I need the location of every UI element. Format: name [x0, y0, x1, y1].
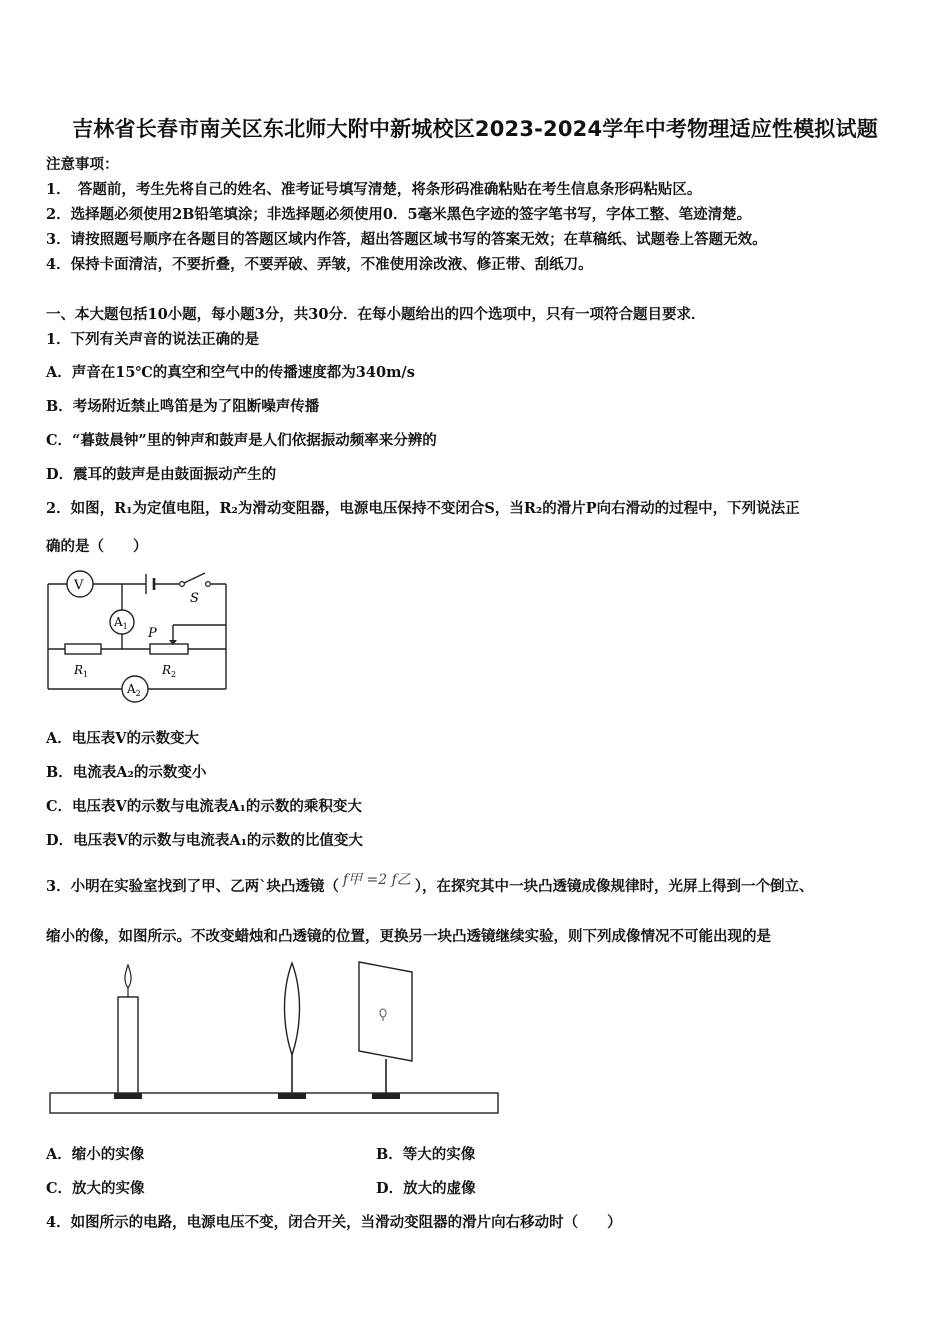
focal-formula: f甲 =2 f乙 [342, 872, 411, 888]
screen-base [372, 1093, 400, 1099]
notice-item: 3．请按照题号顺序在各题目的答题区域内作答，超出答题区域书写的答案无效；在草稿纸、试题卷上答题无效。 [46, 231, 767, 248]
lens-base [278, 1093, 306, 1099]
option-d: D．震耳的鼓声是由鼓面振动产生的 [46, 466, 277, 483]
stem-after: ），在探究其中一块凸透镜成像规律时，光屏上得到一个倒立、 [414, 878, 814, 895]
question-stem [46, 872, 814, 896]
option-b: B．考场附近禁止鸣笛是为了阻断噪声传播 [46, 398, 320, 415]
stem-before: 3．小明在实验室找到了甲、乙两`块凸透镜（ [46, 878, 339, 895]
resistor-r1-label: $R_1$ [74, 663, 89, 679]
option-a: A．声音在15℃的真空和空气中的传播速度都为340m/s [46, 364, 415, 381]
notice-heading: 注意事项： [46, 156, 119, 173]
option-b: B．电流表A₂的示数变小 [46, 764, 207, 781]
voltmeter-label: V [74, 578, 84, 593]
question-stem-cont: 确的是（ ） [46, 538, 148, 555]
resistor-r1 [65, 644, 101, 654]
circuit-diagram [40, 562, 240, 707]
section-heading: 一、本大题包括10小题，每小题3分，共30分．在每小题给出的四个选项中，只有一项符合题目要求． [46, 306, 706, 323]
ammeter-a1-label: $A_1$ [114, 615, 128, 631]
rheostat-r2 [150, 644, 188, 654]
candle [118, 997, 138, 1093]
option-c: C．“暮鼓晨钟”里的钟声和鼓声是人们依据振动频率来分辨的 [46, 432, 437, 449]
notice-item: 2．选择题必须使用2B铅笔填涂；非选择题必须使用0．5毫米黑色字迹的签字笔书写，字体工整、笔迹清楚。 [46, 206, 752, 223]
notice-item: 4．保持卡面清洁，不要折叠，不要弄破、弄皱，不准使用涂改液、修正带、刮纸刀。 [46, 256, 593, 273]
convex-lens [285, 963, 300, 1055]
option-c: C．放大的实像 [46, 1180, 145, 1197]
option-d: D．放大的虚像 [376, 1180, 476, 1197]
ammeter-a2-label: $A_2$ [127, 682, 141, 698]
rheostat-r2-label: $R_2$ [162, 663, 177, 679]
option-b: B．等大的实像 [376, 1146, 476, 1163]
option-c: C．电压表V的示数与电流表A₁的示数的乘积变大 [46, 798, 362, 815]
question-stem: 1．下列有关声音的说法正确的是 [46, 331, 260, 348]
question-stem: 2．如图，R₁为定值电阻，R₂为滑动变阻器，电源电压保持不变闭合S，当R₂的滑片P向右滑动的过程中，下列说法正 [46, 500, 800, 517]
flame-icon [125, 965, 131, 988]
optics-bench-diagram [48, 955, 503, 1120]
question-stem: 4．如图所示的电路，电源电压不变，闭合开关，当滑动变阻器的滑片向右移动时（ ） [46, 1214, 622, 1231]
switch-contact [180, 582, 185, 587]
option-a: A．缩小的实像 [46, 1146, 145, 1163]
question-stem-cont: 缩小的像，如图所示。不改变蜡烛和凸透镜的位置，更换另一块凸透镜继续实验，则下列成像情况不可能出现的是 [46, 928, 771, 945]
candle-base [114, 1093, 142, 1099]
page-title: 吉林省长春市南关区东北师大附中新城校区2023-2024学年中考物理适应性模拟试题 [72, 117, 878, 141]
slider-label: P [148, 626, 157, 641]
switch-label: S [190, 591, 199, 606]
switch-contact [206, 582, 211, 587]
notice-item: 1． 答题前，考生先将自己的姓名、准考证号填写清楚，将条形码准确粘贴在考生信息条形码粘贴区。 [46, 181, 702, 198]
option-a: A．电压表V的示数变大 [46, 730, 199, 747]
option-d: D．电压表V的示数与电流表A₁的示数的比值变大 [46, 832, 363, 849]
